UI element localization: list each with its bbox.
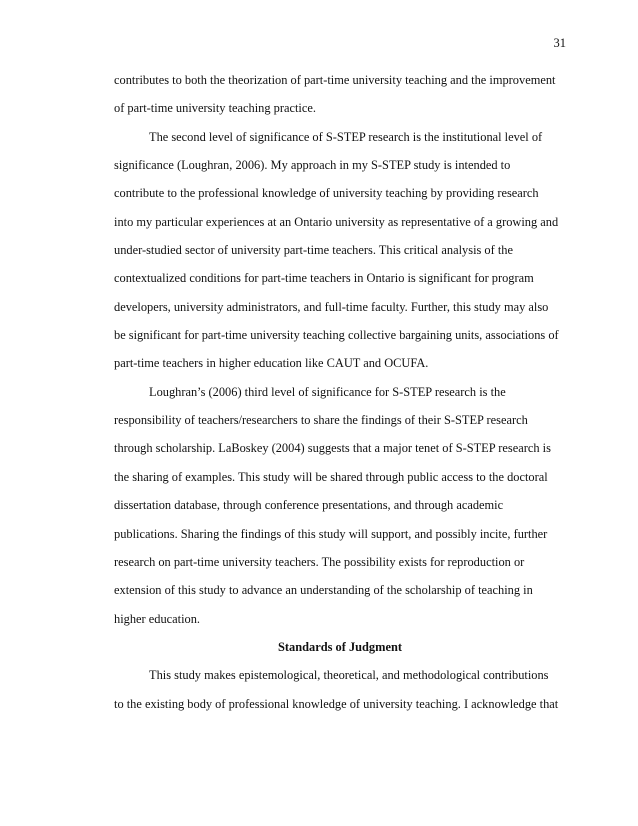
text-line: responsibility of teachers/researchers to share the findings of their S-STEP research <box>114 413 528 428</box>
text-line: developers, university administrators, and full-time faculty. Further, this study may also <box>114 299 549 314</box>
section-heading: Standards of Judgment <box>278 639 402 654</box>
paragraph-first-line: This study makes epistemological, theoretical, and methodological contributions <box>149 668 549 683</box>
paragraph-first-line: Loughran’s (2006) third level of significance for S-STEP research is the <box>149 384 506 399</box>
text-line: extension of this study to advance an understanding of the scholarship of teaching in <box>114 583 533 598</box>
text-line: significance (Loughran, 2006). My approach in my S-STEP study is intended to <box>114 158 511 173</box>
text-line: contribute to the professional knowledge of university teaching by providing research <box>114 186 539 201</box>
text-line: contributes to both the theorization of part-time university teaching and the improvement <box>114 73 556 87</box>
text-line: research on part-time university teachers. The possibility exists for reproduction or <box>114 554 525 569</box>
text-line: be significant for part-time university teaching collective bargaining units, associations of <box>114 328 559 343</box>
text-line: into my particular experiences at an Ontario university as representative of a growing and <box>114 214 559 229</box>
text-line: contextualized conditions for part-time teachers in Ontario is significant for program <box>114 271 534 286</box>
text-line: of part-time university teaching practice. <box>114 101 316 116</box>
page-number: 31 <box>553 36 566 50</box>
body-text <box>114 66 566 718</box>
text-line: dissertation database, through conference presentations, and through academic <box>114 498 504 513</box>
text-line: to the existing body of professional knowledge of university teaching. I acknowledge that <box>114 696 559 711</box>
text-line: the sharing of examples. This study will be shared through public access to the doctoral <box>114 469 548 484</box>
text-line: through scholarship. LaBoskey (2004) suggests that a major tenet of S-STEP research is <box>114 441 551 456</box>
text-line: higher education. <box>114 611 201 626</box>
text-line: part-time teachers in higher education like CAUT and OCUFA. <box>114 356 429 371</box>
paragraph-first-line: The second level of significance of S-STEP research is the institutional level of <box>149 129 543 144</box>
text-line: publications. Sharing the findings of this study will support, and possibly incite, further <box>114 526 548 541</box>
text-line: under-studied sector of university part-time teachers. This critical analysis of the <box>114 243 513 258</box>
